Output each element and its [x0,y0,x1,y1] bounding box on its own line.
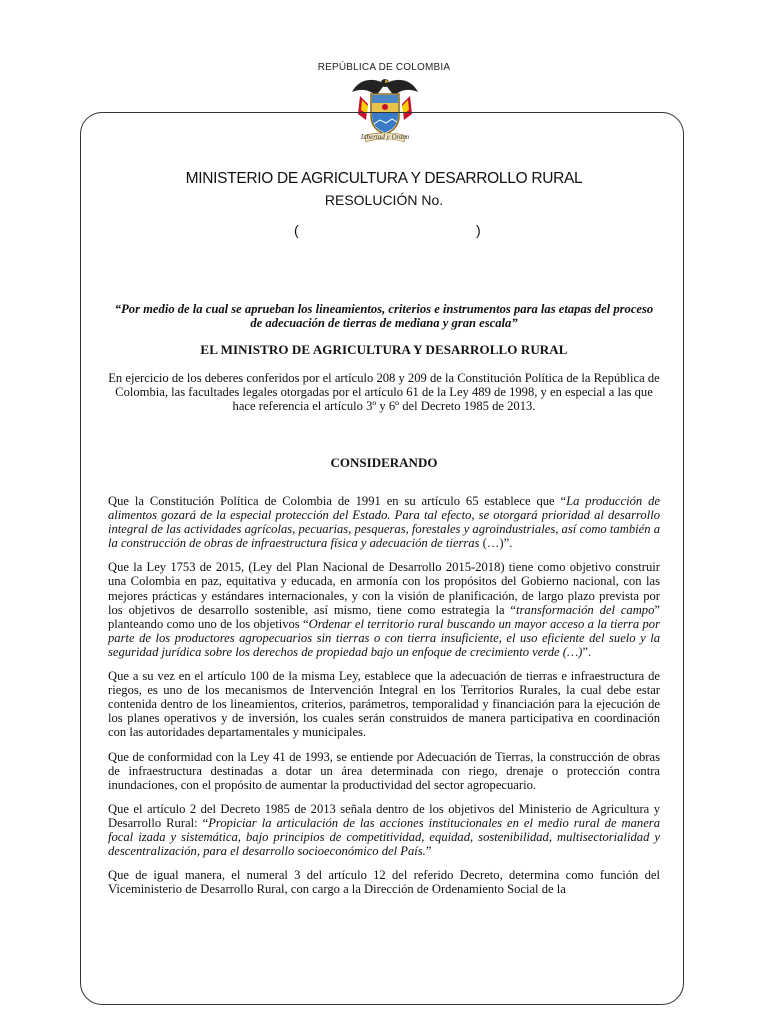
resolution-subject: “Por medio de la cual se aprueban los lineamientos, criterios e instrumentos para las etapas del proceso de adecuación de tierras de mediana y gran escala” [114,302,654,330]
powers-paragraph: En ejercicio de los deberes conferidos por el artículo 208 y 209 de la Constitución Política de la República de Colombia, las facultades legales otorgadas por el artículo 61 de la Ley 489 de 1998, y en especial a las que hace referencia el artículo 3º y 6º del Decreto 1985 de 2013. [108,371,660,413]
country-heading: REPÚBLICA DE COLOMBIA [317,62,451,73]
resolution-number: RESOLUCIÓN No. [324,192,444,208]
motto-text: Libertad y Orden [360,133,410,141]
paragraph-numeral-3: Que de igual manera, el numeral 3 del artículo 12 del referido Decreto, determina como función del Viceministerio de Desarrollo Rural, con cargo a la Dirección de Ordenamiento Social de la [108,868,660,897]
date-paren-close: ) [476,222,481,238]
minister-title: EL MINISTRO DE AGRICULTURA Y DESARROLLO RURAL [200,342,568,357]
paragraph-constitution: Que la Constitución Política de Colombia de 1991 en su artículo 65 establece que “La producción de alimentos gozará de la especial protección del Estado. Para tal efecto, se otorgará prioridad al desarrollo integral de las actividades agrícolas, pecuarias, pesqueras, forestales y agroindustriales, así como también a la construcción de obras de infraestructura física y adecuación de tierras (…)”. [108,494,660,551]
ministry-title: MINISTERIO DE AGRICULTURA Y DESARROLLO RURAL [185,170,583,187]
paragraph-ley-1753: Que la Ley 1753 de 2015, (Ley del Plan Nacional de Desarrollo 2015-2018) tiene como objetivo construir una Colombia en paz, equitativa y educada, en armonía con los propósitos del Gobierno nacional, con las mejores prácticas y estándares internacionales, y con la visión de planificación, de largo plazo prevista por los objetivos de desarrollo sostenible, así mismo, tiene como estrategia la “transformación del campo” planteando como uno de los objetivos “Ordenar el territorio rural buscando un mayor acceso a la tierra por parte de los productores agropecuarios sin tierras o con tierra insuficiente, el uso eficiente del suelo y la seguridad jurídica sobre los derechos de propiedad bajo un enfoque de crecimiento verde (…)”. [108,560,660,659]
paragraph-articulo-100: Que a su vez en el artículo 100 de la misma Ley, establece que la adecuación de tierras e infraestructura de riegos, es uno de los mecanismos de Intervención Integral en los Territorios Rurales, la cual debe estar contenida dentro de los lineamientos, criterios, parámetros, temporalidad y financiación para la ejecución de los planes operativos y de inversión, los cuales serán construidos de manera participativa en coordinación con las autoridades departamentales y municipales. [108,669,660,740]
considerations-body [108,494,660,906]
paragraph-decreto-1985: Que el artículo 2 del Decreto 1985 de 2013 señala dentro de los objetivos del Ministerio de Agricultura y Desarrollo Rural: “Propiciar la articulación de las acciones institucionales en el medio rural de manera focal izada y sistemática, bajo principios de competitividad, equidad, sostenibilidad, multisectorialidad y descentralización, para el desarrollo socioeconómico del País.” [108,801,660,859]
considerando-heading: CONSIDERANDO [330,455,438,470]
paragraph-ley-41: Que de conformidad con la Ley 41 de 1993, se entiende por Adecuación de Tierras, la construcción de obras de infraestructura destinadas a dotar un área determinada con riego, drenaje o protección contra inundaciones, con el propósito de aumentar la productividad del sector agropecuario. [108,749,660,792]
date-paren-open: ( [294,222,299,238]
